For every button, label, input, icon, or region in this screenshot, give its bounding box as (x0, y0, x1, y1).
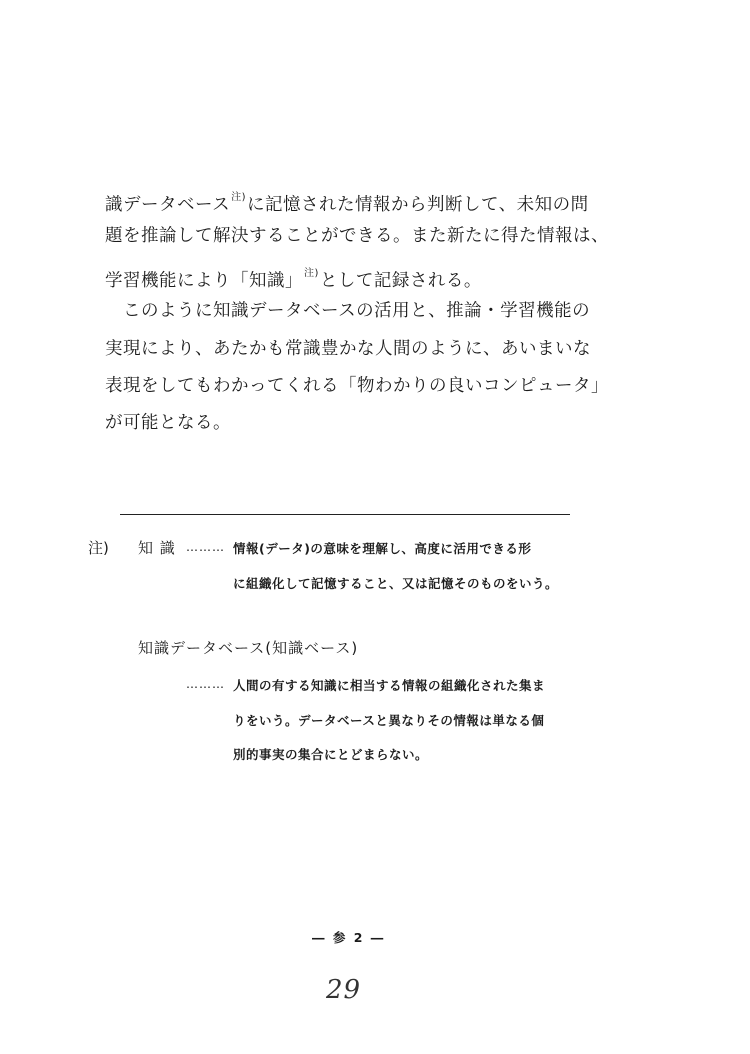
notes-mark: 注) (88, 539, 109, 557)
note-term-knowledge-database: 知識データベース(知識ベース) (138, 639, 359, 657)
body-line-7: が可能となる。 (105, 413, 231, 433)
footnote-divider (120, 514, 570, 515)
note-def-line: りをいう。データベースと異なりその情報は単なる個 (233, 713, 545, 728)
note-leader: ……… (186, 540, 225, 554)
body-line-2: 題を推論して解決することができる。また新たに得た情報は、 (105, 226, 609, 246)
footnote-marker: 注) (304, 268, 319, 279)
note-def-line: 別的事実の集合にとどまらない。 (233, 747, 429, 762)
body-line-3-b: として記録される。 (319, 271, 482, 291)
body-line-1 (105, 180, 589, 223)
body-line-1-a: 識データベース (105, 195, 231, 215)
body-line-4: このように知識データベースの活用と、推論・学習機能の (123, 301, 591, 321)
body-line-3-a: 学習機能により「知識」 (105, 271, 303, 291)
note-def-line: 情報(データ)の意味を理解し、高度に活用できる形 (233, 541, 532, 556)
page-label: ― 参 2 ― (312, 930, 386, 945)
note-def-line: 人間の有する知識に相当する情報の組織化された集ま (233, 678, 546, 693)
footnote-marker: 注) (231, 192, 247, 203)
body-line-6: 表現をしてもわかってくれる「物わかりの良いコンピュータ」 (105, 376, 609, 396)
note-term-knowledge: 知 識 (138, 539, 176, 557)
body-line-1-b: に記憶された情報から判断して、未知の問 (247, 195, 589, 215)
body-line-5: 実現により、あたかも常識豊かな人間のように、あいまいな (105, 339, 591, 359)
handwritten-page-number: 29 (326, 975, 362, 1005)
note-def-line: に組織化して記憶すること、又は記憶そのものをいう。 (233, 576, 559, 591)
note-leader: ……… (186, 677, 225, 691)
